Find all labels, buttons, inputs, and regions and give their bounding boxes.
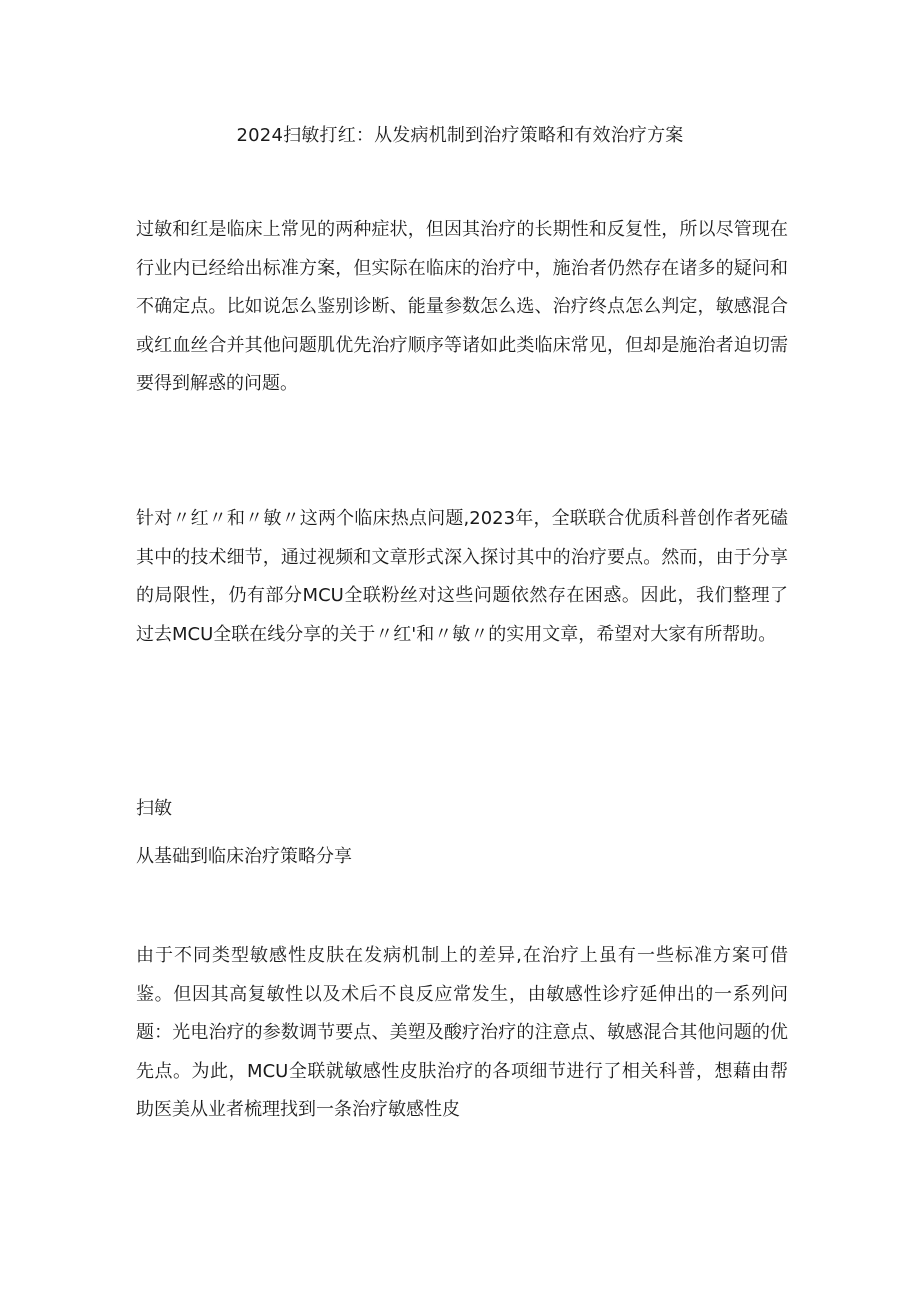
background-paragraph: 针对〃红〃和〃敏〃这两个临床热点问题,2023年，全联联合优质科普创作者死磕其中的技术细节，通过视频和文章形式深入探讨其中的治疗要点。然而，由于分享的局限性，仍有部分MCU全联粉丝对这些问题依然存在困惑。因此，我们整理了过去MCU全联在线分享的关于〃红'和〃敏〃的实用文章，希望对大家有所帮助。 [136,508,788,645]
intro-paragraph: 过敏和红是临床上常见的两种症状，但因其治疗的长期性和反复性，所以尽管现在行业内已经给出标准方案，但实际在临床的治疗中，施治者仍然存在诸多的疑问和不确定点。比如说怎么鉴别诊断、能量参数怎么选、治疗终点怎么判定，敏感混合或红血丝合并其他问题肌优先治疗顺序等诸如此类临床常见，但却是施治者迫切需要得到解惑的问题。 [136,219,788,394]
section-subheading: 从基础到临床治疗策略分享 [136,846,352,867]
document-title: 2024扫敏打红：从发病机制到治疗策略和有效治疗方案 [236,125,684,146]
section-heading: 扫敏 [136,798,172,819]
section-paragraph: 由于不同类型敏感性皮肤在发病机制上的差异,在治疗上虽有一些标准方案可借鉴。但因其高复敏性以及术后不良反应常发生，由敏感性诊疗延伸出的一系列问题：光电治疗的参数调节要点、美塑及酸疗治疗的注意点、敏感混合其他问题的优先点。为此，MCU全联就敏感性皮肤治疗的各项细节进行了相关科普，想藉由帮助医美从业者梳理找到一条治疗敏感性皮 [136,945,788,1120]
